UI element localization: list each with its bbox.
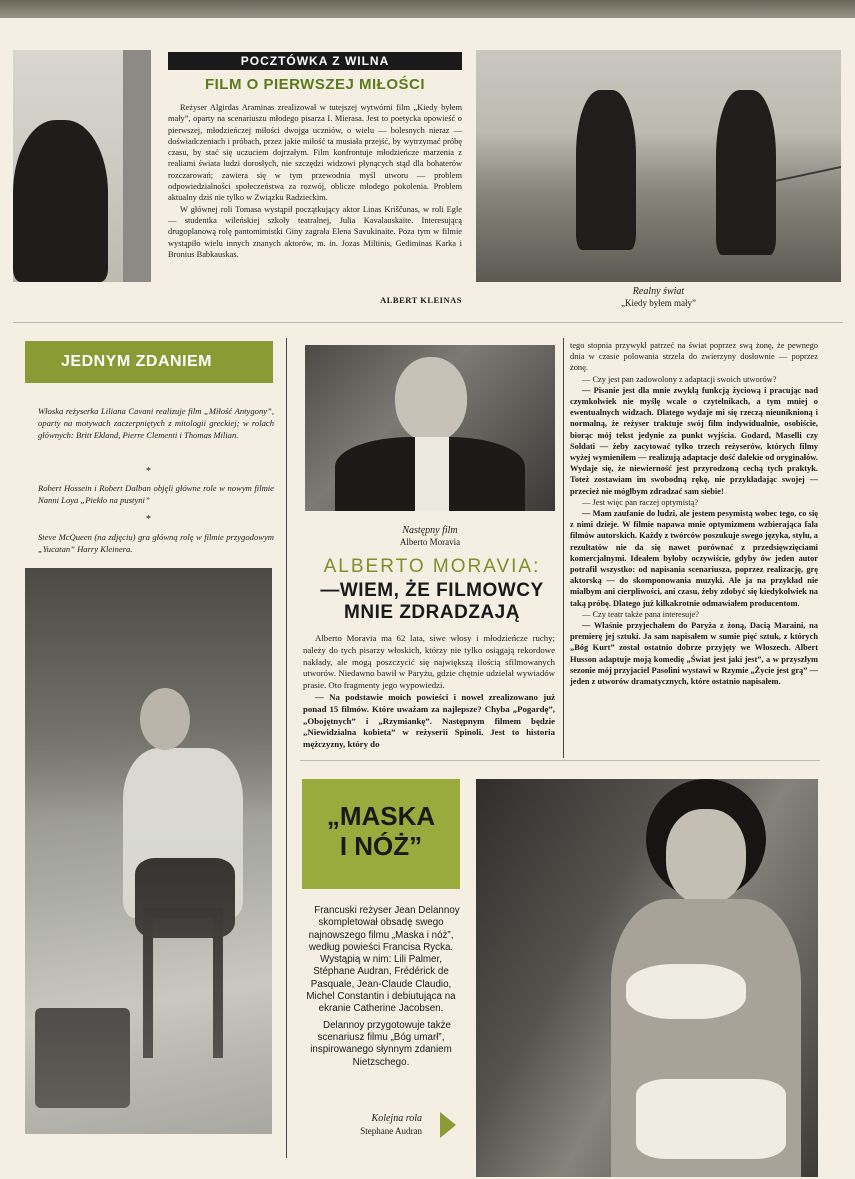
horizontal-divider [300,760,820,761]
girl-silhouette [13,120,108,282]
moravia-head [395,357,467,442]
news-item: Steve McQueen (na zdjęciu) gra główną rolę w filmie przygodowym „Yucatan” Harry Kleinera. [38,532,274,554]
interview-answer: — Właśnie przyjechałem do Paryża z żoną, Dacią Maraini, na premierę jej sztuki. Ja sam napisałem w sumie pięć sztuk, z których „Bóg Kurt” został ostatnio dobrze przyjęty we Włoszech. Albert Husson adaptuje moją komedię „Świat jest jaki jest”, a w przyszłym sezonie mój przyjaciel Pasolini wystawi w Rzymie „Życie jest grą” — jeden z utworów dramatycznych, które ostatnio napisałem. [570,621,818,687]
moravia-interview [570,340,818,760]
interview-answer: — Pisanie jest dla mnie zwykłą funkcją życiową i pracując nad czymkolwiek nie myślę wcale o czytelnikach, a tym mniej o ewentualnych widzach. Dlatego wydaje mi się rzeczą nieuniknioną i normalną, że reżyser traktuje swój film indywidualnie, osobiście, biorąc mój tekst jedynie za punkt wyjścia. Godard, Maselli czy Soldati — żeby zacytować tylko trzech reżyserów, których filmy wyżej wymieniłem — realizują adaptacje dość dalekie od oryginałów. Wydaje się, że niewierność jest przyrodzoną cechą tych praktyk. Toteż zostawiam im swobodną rękę, nie przykładając swojej — przecież nie mógłbym zdradzać sam siebie! [570,385,818,496]
moravia-name: ALBERTO MORAVIA: [323,556,541,577]
article-body [168,102,462,294]
maska-paragraph: Delannoy przygotowuje także scenariusz filmu „Bóg umarł”, inspirowanego słynnym zdaniem Nietzschego. [310,1019,452,1068]
moravia-caption-sub: Alberto Moravia [399,537,461,547]
interview-question: — Czy jest pan zadowolony z adaptacji swoich utworów? [582,374,777,384]
photo-alberto-moravia [305,345,555,511]
rider-left [576,90,636,250]
moravia-lead: Alberto Moravia ma 62 lata, siwe włosy i młodzieńcze ruchy; należy do tych pisarzy włoskich, którzy nie tylko osiągają rekordowe nakłady, ale mogą poszczycić się największą ilością sfilmowanych utworów. Niedawno bawił w Paryżu, gdzie chętnie udzielał wywiadów prasie. Oto fragmenty jego wypowiedzi. [303,633,555,691]
rider-right [716,90,776,255]
maska-headline-line2: I NÓŻ” [339,831,423,861]
jednym-zdaniem-heading: JEDNYM ZDANIEM [25,341,273,383]
article-author: ALBERT KLEINAS [380,295,462,305]
news-item: Robert Hossein i Robert Dalban objęli główne role w nowym filmie Nanni Loya „Piekło na pustyni” [38,483,274,505]
arrow-right-icon [440,1112,456,1138]
window-frame [123,50,151,282]
section-label-bar: POCZTÓWKA Z WILNA [168,52,462,70]
interview-paragraph: tego stopnia przywykł patrzeć na świat poprzez swą żonę, że pewnego dnia w czasie polowania strzela do zwierzyny dosłownie — poprzez żonę. [570,341,818,373]
column-divider [563,338,564,758]
page-top-edge [0,0,855,18]
photo-horse-riders [476,50,841,282]
column-divider [286,338,287,1158]
woman-face [666,809,746,904]
bikini-top [626,964,746,1019]
man-head [140,688,190,750]
maska-caption-title: Kolejna rola [371,1113,422,1124]
interview-question: — Czy teatr także pana interesuje? [582,609,699,619]
news-item: Włoska reżyserka Liliana Cavani realizuje film „Miłość Antygony”, oparty na motywach zaczerpniętych z mitologii greckiej; w rolach głównych: Britt Ekland, Pierre Clementi i Thomas Milian. [38,406,274,440]
photo-stephane-audran [476,779,818,1177]
news-separator: * [146,514,151,525]
photo-caption-sub: „Kiedy byłem mały” [621,298,696,308]
bikini-bottom [636,1079,786,1159]
moravia-caption-title: Następny film [402,525,458,536]
interview-question: — Jest więc pan raczej optymistą? [582,497,699,507]
maska-headline-box [302,779,460,889]
maska-caption-sub: Stephane Audran [360,1126,422,1136]
maska-paragraph: Francuski reżyser Jean Delannoy skompletował obsadę swego najnowszego filmu „Maska i nóż”, według powieści Francisa Rycka. Wystąpią w nim: Lili Palmer, Stéphane Audran, Frédérick de Pasquale, Jean-Claude Claudio, Michel Constantin i debiutująca na ekranie Catherine Jacobsen. [306,905,460,1015]
photo-steve-mcqueen [25,568,272,1134]
photo-girl-window [13,50,151,282]
interview-answer: — Mam zaufanie do ludzi, ale jestem pesymistą wobec tego, co się z nimi dzieje. W filmie napawa mnie optymizmem wzbierająca fala filmów autorskich. Każdy z twórców poszukuje swego języka, stylu, a rezultatów nie da się nawet porównać z przedsięwzięciami komercjalnymi. Ideałem byłoby oczywiście, gdyby ów jeden autor potrafił wszystko: od napisania scenariusza, poprzez realizację, grę aktorską — do skomponowania muzyki. Ale ja na przykład nie miałbym ani cierpliwości, ani czasu, żeby zdobyć się kiedykolwiek na taką próbę. Dlatego już kilkakrotnie odmawiałem producentom. [570,509,818,608]
news-separator: * [146,466,151,477]
article-headline: FILM O PIERWSZEJ MIŁOŚCI [204,76,426,93]
maska-headline-line1: „MASKA [326,801,436,831]
photo-caption-title: Realny świat [632,286,685,297]
maska-body [302,905,460,1069]
moravia-shirt [415,437,449,511]
moravia-headline: —WIEM, ŻE FILMOWCY MNIE ZDRADZAJĄ [320,580,544,623]
water [25,818,272,1134]
article-paragraph: Reżyser Algirdas Araminas zrealizował w tutejszej wytwórni film „Kiedy byłem mały”, oparty na scenariuszu młodego pisarza I. Mierasa. Jest to poetycka opowieść o pierwszej, młodzieńczej miłości dwojga uczniów, o wielu — bolesnych nieraz — doświadczeniach i próbach, przez jakie miłość ta musiała przejść, by wytrzymać próbę czasu, by stać się uczuciem dojrzałym. Film konfrontuje młodzieńcze marzenia z realiami świata ludzi dorosłych, nie szczędzi widzowi płynących stąd dla bohaterów rozczarowań; zawiera się w tym przewodnia myśl utworu — problem odpowiedzialności społeczeństwa za rozwój, oblicze młodego pokolenia. Problem aktualny dziś nie tylko w Związku Radzieckim. [168,103,462,203]
horizontal-divider [13,322,843,323]
article-paragraph: W głównej roli Tomasa wystąpił początkujący aktor Linas Kriščunas, w roli Egle — studentka wileńskiej szkoły teatralnej, Julia Kavalauskaite. Interesującą drugoplanową rolę pantomimistki Giny zagrała Elena Savukinaite. Poza tym w filmie wystąpiło wielu innych znanych aktorów, m. in. Jozas Miltinis, Gediminas Karka i Bronius Babkauskas. [168,204,462,259]
moravia-answer: — Na podstawie moich powieści i nowel zrealizowano już ponad 15 filmów. Które uważam za najlepsze? Chyba „Pogardę”, „Obojętnych” i „Rzymiankę”. Następnym filmem będzie „Niewidzialna kobieta” w reżyserii Spinoli. Jest to historia mężczyzny, który do [303,692,555,750]
